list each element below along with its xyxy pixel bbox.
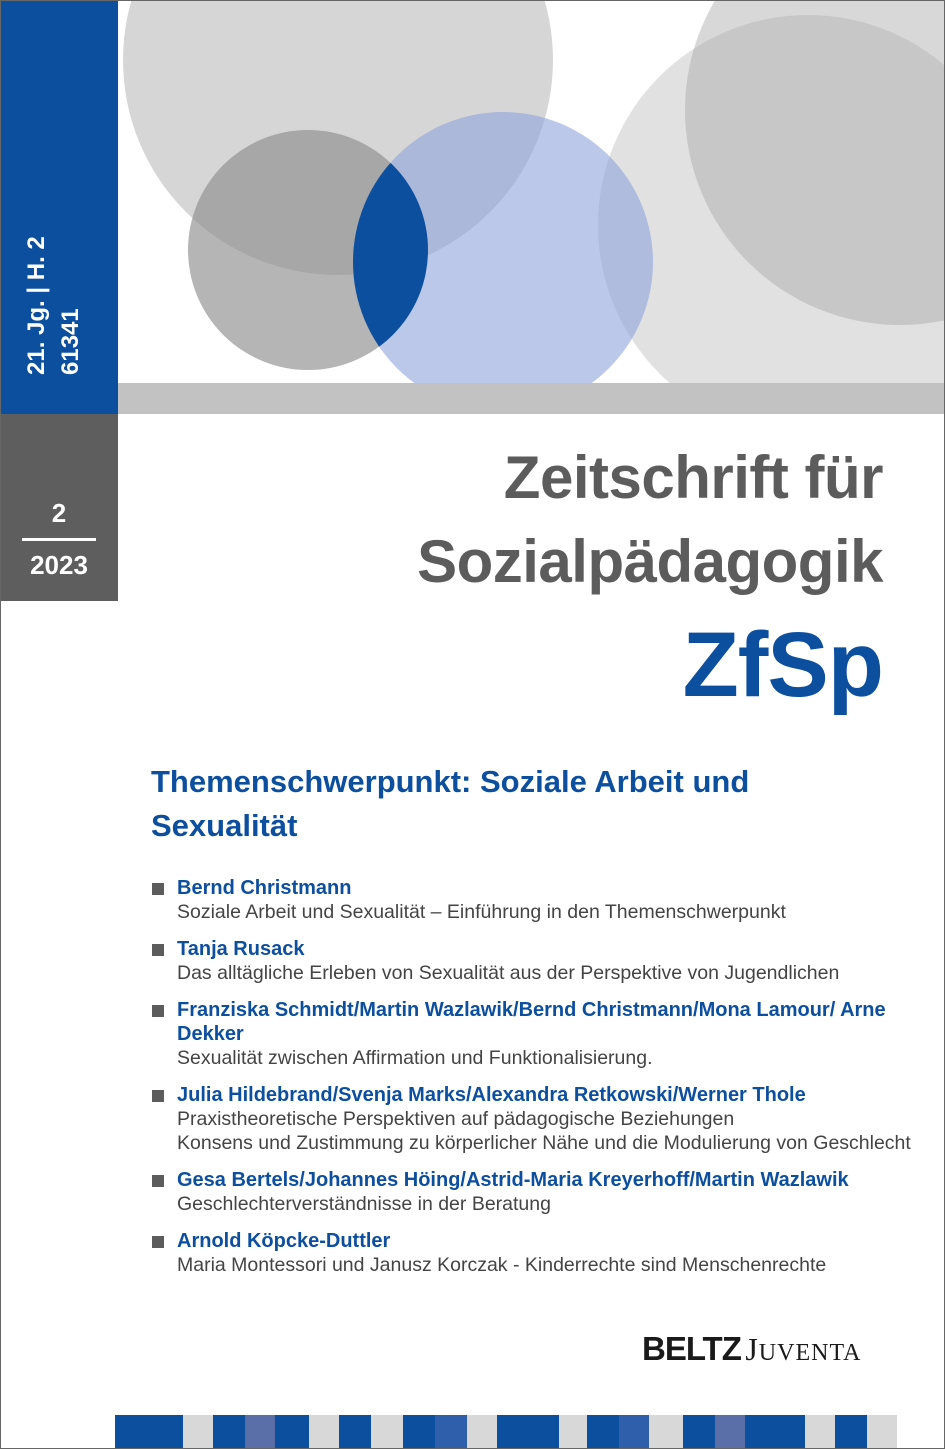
toc-entry	[152, 876, 912, 924]
strip-segment	[371, 1415, 403, 1449]
strip-segment	[183, 1415, 213, 1449]
square-bullet-icon	[152, 944, 164, 956]
square-bullet-icon	[152, 1005, 164, 1017]
toc-entry	[152, 998, 912, 1070]
toc-entry	[152, 1168, 912, 1216]
spine-text	[20, 236, 88, 375]
strip-segment	[435, 1415, 467, 1449]
strip-segment	[619, 1415, 649, 1449]
table-of-contents	[152, 876, 912, 1290]
strip-segment	[245, 1415, 275, 1449]
theme-heading: Themenschwerpunkt: Soziale Arbeit und Sexualität	[151, 764, 750, 843]
strip-segment	[587, 1415, 619, 1449]
strip-segment	[835, 1415, 867, 1449]
gray-band	[118, 383, 945, 414]
strip-segment	[339, 1415, 371, 1449]
toc-entry	[152, 1229, 912, 1277]
square-bullet-icon	[152, 883, 164, 895]
strip-segment	[867, 1415, 897, 1449]
toc-entry	[152, 937, 912, 985]
journal-code: 61341	[57, 308, 84, 375]
toc-author: Franziska Schmidt/Martin Wazlawik/Bernd Christmann/Mona Lamour/ Arne Dekker	[177, 999, 886, 1045]
strip-segment	[403, 1415, 435, 1449]
publisher-logo-juventa: JUVENTA	[745, 1331, 862, 1367]
strip-segment	[275, 1415, 309, 1449]
strip-segment	[467, 1415, 497, 1449]
journal-title-line2: Sozialpädagogik	[417, 528, 883, 595]
square-bullet-icon	[152, 1236, 164, 1248]
toc-subtitle: Konsens und Zustimmung zu körperlicher Nähe und die Modulierung von Geschlecht	[177, 1132, 911, 1154]
toc-title: Geschlechterverständnisse in der Beratung	[177, 1193, 551, 1215]
volume-issue: 21. Jg. | H. 2	[23, 236, 50, 375]
decorative-color-strip	[115, 1415, 945, 1449]
issue-divider	[22, 538, 96, 541]
toc-title: Maria Montessori und Janusz Korczak - Kinderrechte sind Menschenrechte	[177, 1254, 827, 1276]
strip-segment	[213, 1415, 245, 1449]
toc-title: Praxistheoretische Perspektiven auf pädagogische Beziehungen	[177, 1108, 735, 1130]
overlapping-circles-graphic	[118, 0, 945, 383]
square-bullet-icon	[152, 1090, 164, 1102]
issue-year: 2023	[30, 550, 88, 580]
toc-title: Das alltägliche Erleben von Sexualität aus der Perspektive von Jugendlichen	[177, 962, 840, 984]
strip-segment	[649, 1415, 683, 1449]
toc-author: Tanja Rusack	[177, 938, 305, 960]
strip-segment	[559, 1415, 587, 1449]
strip-segment	[683, 1415, 715, 1449]
toc-author: Gesa Bertels/Johannes Höing/Astrid-Maria Kreyerhoff/Martin Wazlawik	[177, 1169, 849, 1191]
toc-title: Sexualität zwischen Affirmation und Funktionalisierung.	[177, 1047, 653, 1069]
toc-title: Soziale Arbeit und Sexualität – Einführung in den Themenschwerpunkt	[177, 901, 786, 923]
toc-author: Julia Hildebrand/Svenja Marks/Alexandra Retkowski/Werner Thole	[177, 1084, 806, 1106]
journal-title-line1: Zeitschrift für	[503, 444, 883, 511]
issue-box	[0, 414, 118, 601]
publisher-logo	[642, 1327, 862, 1378]
strip-segment	[497, 1415, 559, 1449]
strip-segment	[115, 1415, 183, 1449]
strip-segment	[745, 1415, 805, 1449]
strip-segment	[715, 1415, 745, 1449]
issue-number: 2	[51, 498, 67, 528]
strip-segment	[805, 1415, 835, 1449]
publisher-logo-beltz: BELTZ	[642, 1330, 741, 1367]
cover-artwork	[118, 0, 945, 383]
toc-author: Bernd Christmann	[177, 877, 352, 899]
journal-title	[417, 436, 883, 604]
journal-abbreviation: ZfSp	[682, 614, 883, 716]
toc-entry	[152, 1083, 912, 1155]
spine-blue-bar	[0, 0, 118, 414]
strip-segment	[309, 1415, 339, 1449]
toc-author: Arnold Köpcke-Duttler	[177, 1230, 391, 1252]
square-bullet-icon	[152, 1175, 164, 1187]
